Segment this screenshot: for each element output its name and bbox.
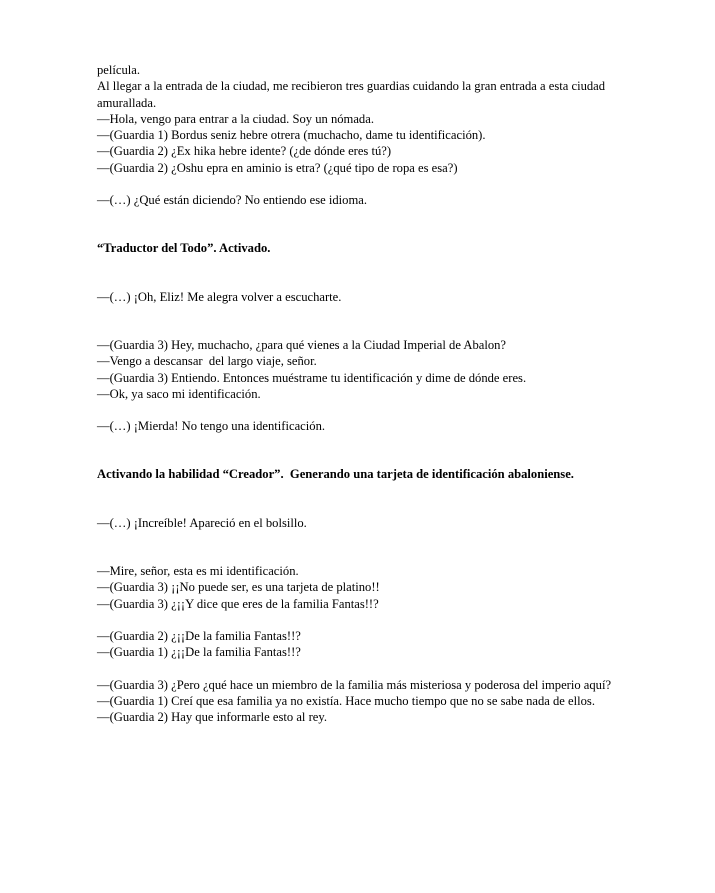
paragraph-spacer	[97, 176, 617, 192]
text-line: —(Guardia 3) ¡¡No puede ser, es una tarjeta de platino!!	[97, 580, 380, 595]
text-line: Al llegar a la entrada de la ciudad, me recibieron tres guardias cuidando la gran entrada a esta ciudad amurallada.	[97, 79, 609, 110]
text-line: —(Guardia 2) ¿Oshu epra en aminio is etra? (¿qué tipo de ropa es esa?)	[97, 160, 458, 175]
paragraph-spacer	[97, 661, 617, 677]
text-line: —(Guardia 2) ¿¡¡De la familia Fantas!!?	[97, 628, 301, 643]
paragraph-spacer	[97, 483, 617, 515]
text-line: —(Guardia 1) Bordus seniz hebre otrera (muchacho, dame tu identificación).	[97, 128, 486, 143]
paragraph-spacer	[97, 402, 617, 418]
text-line: —(Guardia 3) ¿Pero ¿qué hace un miembro de la familia más misteriosa y poderosa del imperio aquí?	[97, 677, 612, 692]
text-line: —(…) ¡Mierda! No tengo una identificación.	[97, 419, 326, 434]
document-body	[97, 62, 617, 725]
system-message: Activando la habilidad “Creador”. Generando una tarjeta de identificación abaloniense.	[97, 467, 574, 482]
text-line: —Vengo a descansar del largo viaje, señor.	[97, 354, 317, 369]
text-line: —(…) ¿Qué están diciendo? No entiendo ese idioma.	[97, 193, 367, 208]
text-line: —(Guardia 1) Creí que esa familia ya no existía. Hace mucho tiempo que no se sabe nada de ellos.	[97, 693, 595, 708]
paragraph-spacer	[97, 305, 617, 337]
text-line: —Hola, vengo para entrar a la ciudad. Soy un nómada.	[97, 111, 374, 126]
text-line: —Mire, señor, esta es mi identificación.	[97, 564, 299, 579]
text-line: —(…) ¡Oh, Eliz! Me alegra volver a escucharte.	[97, 289, 342, 304]
paragraph-spacer	[97, 434, 617, 466]
text-line: —(Guardia 3) ¿¡¡Y dice que eres de la familia Fantas!!?	[97, 596, 379, 611]
text-line: —(Guardia 2) Hay que informarle esto al rey.	[97, 710, 327, 725]
paragraph-spacer	[97, 257, 617, 289]
text-line: —(Guardia 1) ¿¡¡De la familia Fantas!!?	[97, 645, 301, 660]
system-message: “Traductor del Todo”. Activado.	[97, 241, 271, 256]
text-line: película.	[97, 63, 141, 77]
text-line: —(…) ¡Increíble! Apareció en el bolsillo.	[97, 515, 307, 530]
paragraph-spacer	[97, 612, 617, 628]
paragraph-spacer	[97, 208, 617, 240]
text-line: —Ok, ya saco mi identificación.	[97, 386, 261, 401]
text-line: —(Guardia 3) Hey, muchacho, ¿para qué vienes a la Ciudad Imperial de Abalon?	[97, 337, 507, 352]
text-line: —(Guardia 2) ¿Ex hika hebre idente? (¿de dónde eres tú?)	[97, 144, 392, 159]
paragraph-spacer	[97, 531, 617, 563]
text-line: —(Guardia 3) Entiendo. Entonces muéstrame tu identificación y dime de dónde eres.	[97, 370, 527, 385]
